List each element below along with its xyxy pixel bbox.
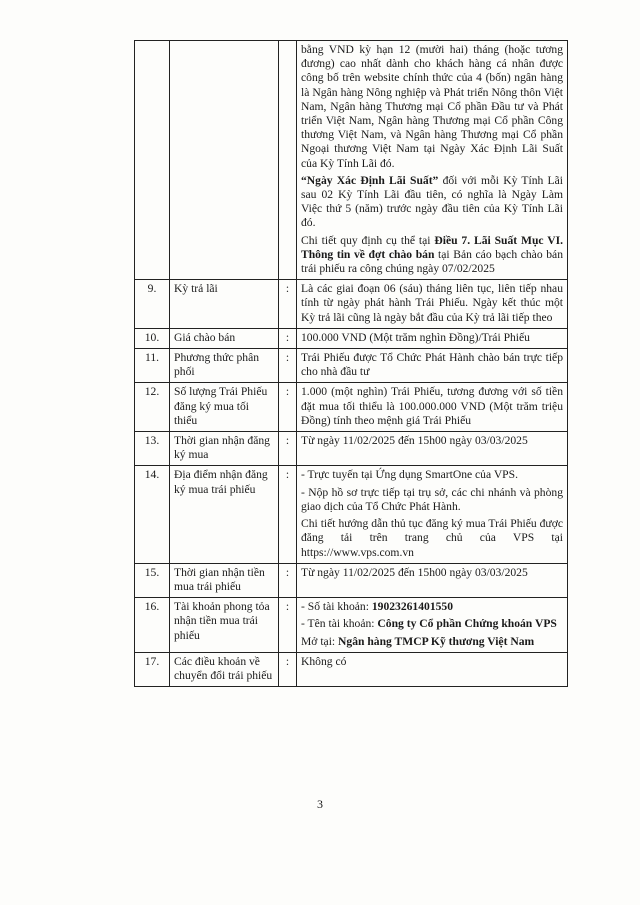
- row-label: Địa điểm nhận đăng ký mua trái phiếu: [170, 466, 279, 563]
- table-row-13: [135, 432, 568, 466]
- row-value-cell: [297, 41, 568, 280]
- reference-article: Điều 7. Lãi Suất Mục VI. Thông tin về đợt chào bán: [301, 233, 564, 261]
- account-name: Công ty Cổ phần Chứng khoán VPS: [377, 617, 557, 631]
- table-row-10: [135, 328, 568, 348]
- row-number-cell: [135, 41, 170, 280]
- row-value: Trái Phiếu được Tổ Chức Phát Hành chào bán trực tiếp cho nhà đầu tư: [297, 349, 568, 383]
- row-colon: :: [279, 280, 297, 329]
- row-value: Là các giai đoạn 06 (sáu) tháng liên tục, liên tiếp nhau tính từ ngày phát hành Trái Phiếu. Ngày kết thúc một Kỳ trả lãi cũng là ngày bắt đầu của Kỳ trả lãi tiếp theo: [297, 280, 568, 329]
- row-value: [297, 466, 568, 563]
- row-label: Giá chào bán: [170, 328, 279, 348]
- account-name-label: - Tên tài khoản:: [301, 617, 378, 631]
- interest-rate-basis-text: bằng VND kỳ hạn 12 (mười hai) tháng (hoặc tương đương) cao nhất dành cho khách hàng cá nhân được công bố trên website chính thức của 4 (bốn) ngân hàng là Ngân hàng Nông nghiệp và Phát triển Nông thôn Việt Nam, Ngân hàng Thương mại Cổ phần Đầu tư và Phát triển Việt Nam, Ngân hàng Thương mại Cổ phần Công thương Việt Nam, và Ngân hàng Thương mại Cổ phần Ngoại thương Việt Nam tại Ngày Xác Định Lãi Suất của Kỳ Tính Lãi đó.: [301, 43, 563, 170]
- row-colon: :: [279, 563, 297, 597]
- row-value: Từ ngày 11/02/2025 đến 15h00 ngày 03/03/2025: [297, 432, 568, 466]
- bank-label: Mở tại:: [301, 634, 339, 648]
- row-number: 14.: [135, 466, 170, 563]
- row-label: Các điều khoản về chuyển đổi trái phiếu: [170, 652, 279, 686]
- account-number-line: [301, 600, 563, 614]
- row-colon: :: [279, 349, 297, 383]
- bond-terms-table: [134, 40, 568, 687]
- row-colon: :: [279, 383, 297, 432]
- row-number: 12.: [135, 383, 170, 432]
- row-value: 1.000 (một nghìn) Trái Phiếu, tương đương với số tiền đặt mua tối thiểu là 100.000.000 VND (Một trăm triệu Đồng) tính theo mệnh giá Trái Phiếu: [297, 383, 568, 432]
- row-number: 15.: [135, 563, 170, 597]
- row-number: 16.: [135, 598, 170, 653]
- row-number: 11.: [135, 349, 170, 383]
- table-row-12: [135, 383, 568, 432]
- row-colon: :: [279, 652, 297, 686]
- row-label-cell: [170, 41, 279, 280]
- table-row-9: [135, 280, 568, 329]
- row-colon-cell: [279, 41, 297, 280]
- row-label: Số lượng Trái Phiếu đăng ký mua tối thiểu: [170, 383, 279, 432]
- row-label: Tài khoản phong tỏa nhận tiền mua trái phiếu: [170, 598, 279, 653]
- account-number-label: - Số tài khoản:: [301, 600, 372, 614]
- row-number: 10.: [135, 328, 170, 348]
- page-number: 3: [317, 797, 323, 811]
- row-value: Không có: [297, 652, 568, 686]
- bank-line: [301, 635, 563, 649]
- row-label: Phương thức phân phối: [170, 349, 279, 383]
- table-row-11: [135, 349, 568, 383]
- row-value: 100.000 VND (Một trăm nghìn Đồng)/Trái Phiếu: [297, 328, 568, 348]
- row-number: 13.: [135, 432, 170, 466]
- row-colon: :: [279, 328, 297, 348]
- table-row-continuation: [135, 41, 568, 280]
- row-label: Kỳ trả lãi: [170, 280, 279, 329]
- registration-guide-line: Chi tiết hướng dẫn thủ tục đăng ký mua Trái Phiếu được đăng tải trên trang chủ của VPS tại https://www.vps.com.vn: [301, 517, 563, 559]
- table-row-14: [135, 466, 568, 563]
- rate-determination-date-definition: đối với mỗi Kỳ Tính Lãi sau 02 Kỳ Tính Lãi đầu tiên, có nghĩa là Ngày Làm Việc thứ 5 (năm) trước ngày đầu tiên của Kỳ Tính Lãi đó.: [301, 173, 563, 230]
- account-number: 19023261401550: [371, 600, 453, 614]
- row-colon: :: [279, 432, 297, 466]
- reference-text: [301, 234, 563, 277]
- row-colon: :: [279, 598, 297, 653]
- online-registration-line: - Trực tuyến tại Ứng dụng SmartOne của VPS.: [301, 468, 518, 482]
- reference-text-end: tại Bản cáo bạch chào bán trái phiếu ra công chúng ngày 07/02/2025: [301, 247, 563, 276]
- row-number: 17.: [135, 652, 170, 686]
- row-label: Thời gian nhận tiền mua trái phiếu: [170, 563, 279, 597]
- table-row-16: [135, 598, 568, 653]
- in-person-registration-line: - Nộp hồ sơ trực tiếp tại trụ sở, các chi nhánh và phòng giao dịch của Tổ Chức Phát Hành.: [301, 485, 563, 513]
- row-label: Thời gian nhận đăng ký mua: [170, 432, 279, 466]
- row-number: 9.: [135, 280, 170, 329]
- row-value: Từ ngày 11/02/2025 đến 15h00 ngày 03/03/2025: [297, 563, 568, 597]
- account-name-line: [301, 617, 563, 631]
- row-colon: :: [279, 466, 297, 563]
- table-row-17: [135, 652, 568, 686]
- bank-name: Ngân hàng TMCP Kỹ thương Việt Nam: [338, 634, 535, 648]
- reference-text-start: Chi tiết quy định cụ thể tại: [301, 233, 435, 247]
- rate-determination-date-term: “Ngày Xác Định Lãi Suất”: [301, 173, 439, 187]
- row-value: [297, 598, 568, 653]
- table-row-15: [135, 563, 568, 597]
- rate-determination-date-text: [301, 174, 563, 231]
